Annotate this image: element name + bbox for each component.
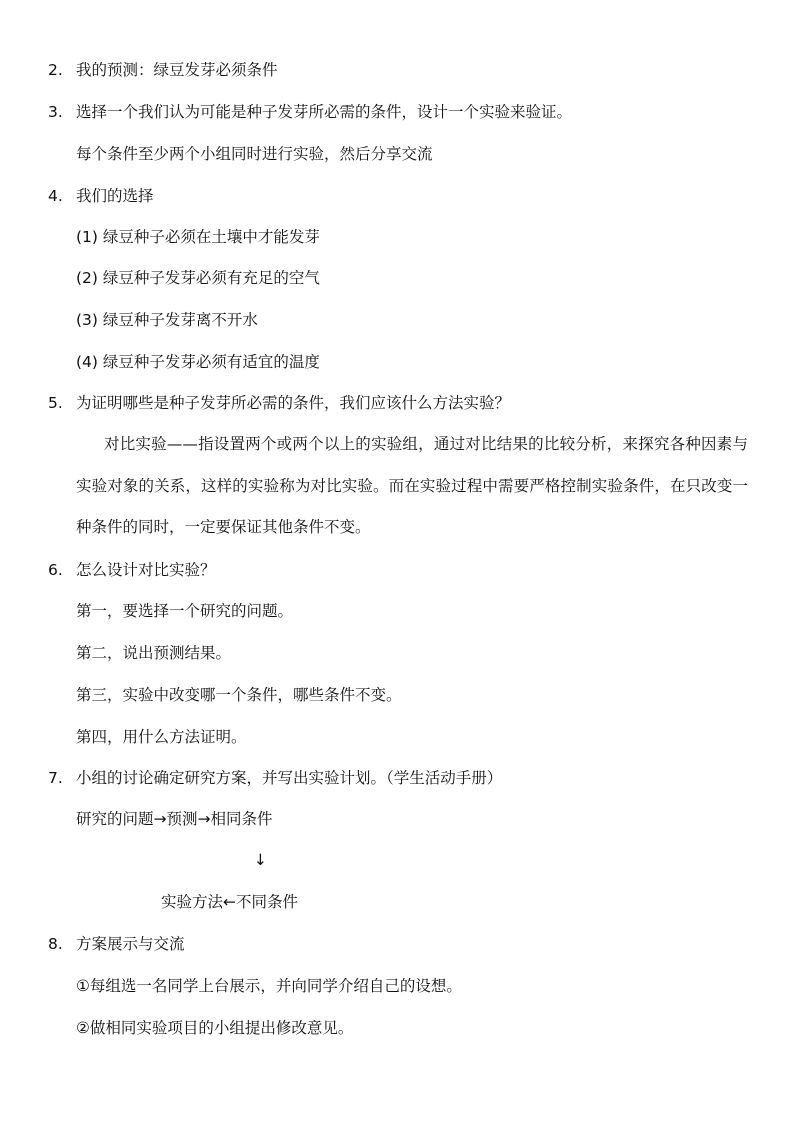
item-number: 8. — [48, 935, 63, 953]
item-number: 6. — [48, 561, 63, 579]
item-text: 为证明哪些是种子发芽所必需的条件，我们应该什么方法实验？ — [76, 394, 511, 412]
option-text: (4) 绿豆种子发芽必须有适宜的温度 — [76, 353, 320, 371]
item-text: 我们的选择 — [76, 187, 154, 205]
flow-bottom: 实验方法←不同条件 — [161, 893, 298, 911]
item-number: 5. — [48, 394, 63, 412]
point-text: ①每组选一名同学上台展示，并向同学介绍自己的设想。 — [76, 977, 462, 995]
note-text: 每个条件至少两个小组同时进行实验，然后分享交流 — [76, 145, 433, 163]
option-text: (3) 绿豆种子发芽离不开水 — [76, 311, 258, 329]
flow-down-arrow: ↓ — [254, 851, 267, 869]
flow-top-text: 研究的问题→预测→相同条件 — [76, 810, 273, 828]
step-text: 第二，说出预测结果。 — [76, 644, 232, 662]
item-number: 4. — [48, 187, 63, 205]
point-text: ②做相同实验项目的小组提出修改意见。 — [76, 1019, 354, 1037]
item-text: 方案展示与交流 — [76, 935, 185, 953]
definition-paragraph: 对比实验——指设置两个或两个以上的实验组，通过对比结果的比较分析，来探究各种因素与实验对象的关系，这样的实验称为对比实验。而在实验过程中需要严格控制实验条件，在只改变一种条件的同时，一定要保证其他条件不变。 — [76, 435, 748, 536]
item-text: 选择一个我们认为可能是种子发芽所必需的条件，设计一个实验来验证。 — [76, 103, 573, 121]
item-number: 3. — [48, 103, 63, 121]
step-text: 第三，实验中改变哪一个条件，哪些条件不变。 — [76, 686, 402, 704]
step-text: 第一，要选择一个研究的问题。 — [76, 602, 294, 620]
item-number: 7. — [48, 769, 63, 787]
option-text: (2) 绿豆种子发芽必须有充足的空气 — [76, 269, 320, 287]
step-text: 第四，用什么方法证明。 — [76, 728, 247, 746]
item-text: 小组的讨论确定研究方案，并写出实验计划。（学生活动手册） — [76, 769, 503, 787]
item-number: 2. — [48, 61, 63, 79]
item-text: 怎么设计对比实验？ — [76, 561, 216, 579]
option-text: (1) 绿豆种子必须在土壤中才能发芽 — [76, 228, 320, 246]
item-text: 我的预测：绿豆发芽必须条件 — [76, 61, 278, 79]
